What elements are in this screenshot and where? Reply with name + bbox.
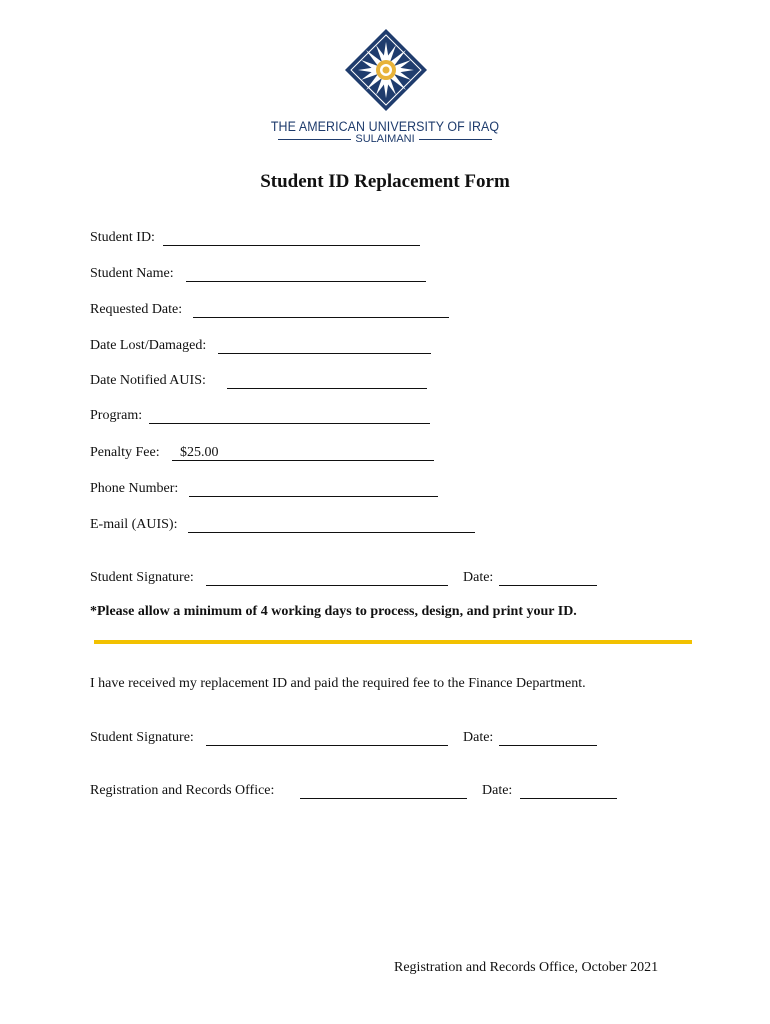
phone-field[interactable] xyxy=(189,496,438,497)
signature-date-field[interactable] xyxy=(499,585,597,586)
footer-text: Registration and Records Office, October 2021 xyxy=(394,960,659,975)
processing-note: *Please allow a minimum of 4 working days to process, design, and print your ID. xyxy=(90,604,577,619)
section-divider xyxy=(94,640,692,644)
university-city-label: SULAIMANI xyxy=(355,133,415,145)
signature-date-label: Date: xyxy=(463,570,494,585)
university-logo-icon xyxy=(344,28,428,112)
program-label: Program: xyxy=(90,408,143,423)
receipt-signature-field[interactable] xyxy=(206,745,448,746)
student-signature-field[interactable] xyxy=(206,585,448,586)
program-field[interactable] xyxy=(149,423,430,424)
date-lost-label: Date Lost/Damaged: xyxy=(90,338,207,353)
penalty-fee-value: $25.00 xyxy=(180,445,219,460)
penalty-fee-field[interactable] xyxy=(172,460,434,461)
requested-date-label: Requested Date: xyxy=(90,302,183,317)
university-city xyxy=(278,133,492,145)
penalty-fee-label: Penalty Fee: xyxy=(90,445,160,460)
registrar-date-field[interactable] xyxy=(520,798,617,799)
date-notified-field[interactable] xyxy=(227,388,427,389)
date-notified-label: Date Notified AUIS: xyxy=(90,373,206,388)
registrar-label: Registration and Records Office: xyxy=(90,783,275,798)
registrar-signature-field[interactable] xyxy=(300,798,467,799)
receipt-statement: I have received my replacement ID and paid the required fee to the Finance Department. xyxy=(90,676,586,691)
divider xyxy=(278,139,351,140)
student-name-field[interactable] xyxy=(186,281,426,282)
receipt-date-field[interactable] xyxy=(499,745,597,746)
requested-date-field[interactable] xyxy=(193,317,449,318)
student-signature-label: Student Signature: xyxy=(90,570,194,585)
receipt-date-label: Date: xyxy=(463,730,494,745)
student-id-field[interactable] xyxy=(163,245,420,246)
date-lost-field[interactable] xyxy=(218,353,431,354)
email-label: E-mail (AUIS): xyxy=(90,517,178,532)
student-id-label: Student ID: xyxy=(90,230,155,245)
student-name-label: Student Name: xyxy=(90,266,174,281)
form-title: Student ID Replacement Form xyxy=(260,171,510,192)
phone-label: Phone Number: xyxy=(90,481,179,496)
university-name: THE AMERICAN UNIVERSITY OF IRAQ xyxy=(270,119,500,134)
receipt-signature-label: Student Signature: xyxy=(90,730,194,745)
registrar-date-label: Date: xyxy=(482,783,513,798)
divider xyxy=(419,139,492,140)
email-field[interactable] xyxy=(188,532,475,533)
